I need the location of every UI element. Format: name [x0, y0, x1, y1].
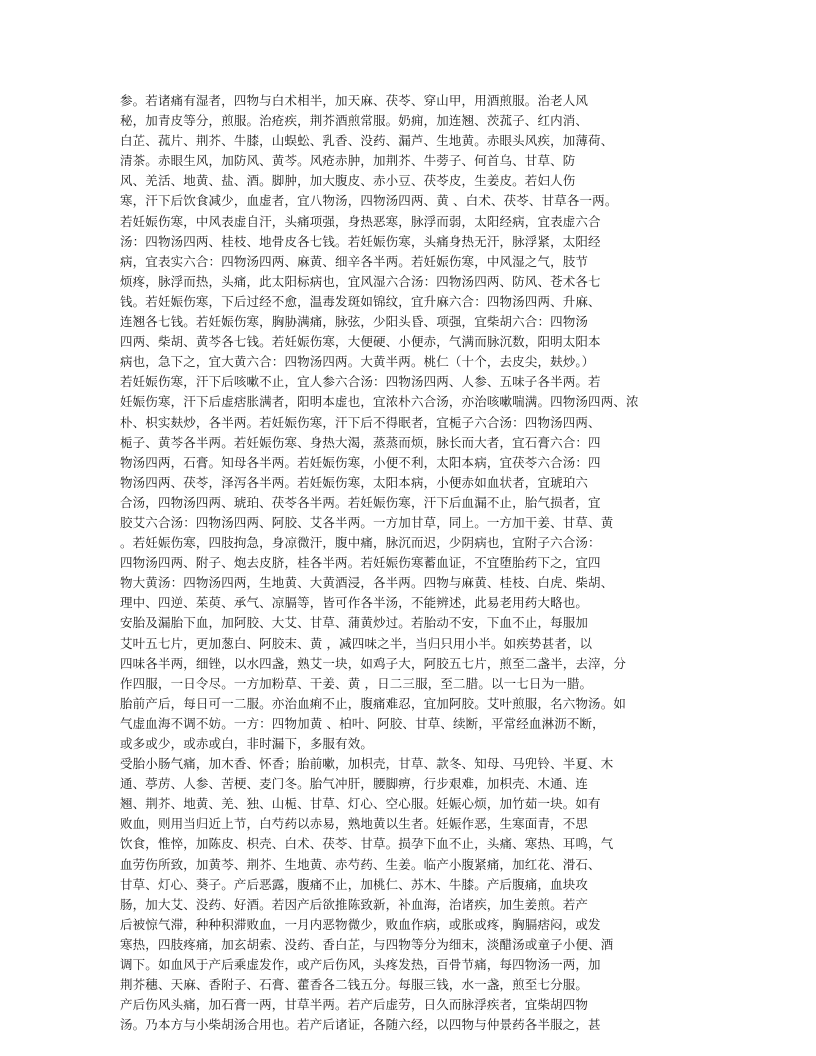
text-line: 清茶。赤眼生风，加防风、黄芩。风疮赤肿，加荆芥、牛蒡子、何首乌、甘草、防 — [120, 153, 576, 169]
document-body — [120, 91, 680, 1035]
text-line: 翘、荆芥、地黄、羌、独、山栀、甘草、灯心、空心服。妊娠心烦，加竹茹一块。如有 — [120, 796, 601, 812]
text-line: 合汤，四物汤四两、琥珀、茯苓各半两。若妊娠伤寒，汗下后血漏不止，胎气损者，宜 — [120, 494, 601, 510]
text-line: 后被惊气滞，种种积滞败血，一月内恶物微少，败血作病，或胀或疼，胸膈痞闷，或发 — [120, 916, 601, 932]
text-line: 物汤四两，石膏。知母各半两。若妊娠伤寒，小便不利，太阳本病，宜茯苓六合汤：四 — [120, 454, 601, 470]
text-line: 参。若诸痛有湿者，四物与白术相半，加天麻、茯苓、穿山甲，用酒煎服。治老人风 — [120, 93, 589, 108]
text-line: 理中、四逆、茱萸、承气、凉膈等，皆可作各半汤，不能辨述，此易老用药大略也。 — [120, 595, 589, 611]
text-line: 荆芥穗、天麻、香附子、石膏、藿香各二钱五分。每服三钱，水一盏，煎至七分服。 — [120, 977, 589, 993]
text-line: 若妊娠伤寒，汗下后咳嗽不止，宜人参六合汤：四物汤四两、人参、五味子各半两。若 — [120, 374, 601, 390]
text-line: 调下。如血风于产后乘虚发作，或产后伤风，头疼发热，百骨节痛，每四物汤一两，加 — [120, 957, 601, 973]
text-line: 败血，则用当归近上节，白芍药以赤易，熟地黄以生者。妊娠作恶，生寒面青，不思 — [120, 816, 589, 832]
text-line: 风、羌活、地黄、盐、酒。脚肿，加大腹皮、赤小豆、茯苓皮，生姜皮。若妇人伤 — [120, 173, 576, 189]
text-line: 若妊娠伤寒，中风表虚自汗，头痛项强，身热恶寒，脉浮而弱，太阳经病，宜表虚六合 — [120, 213, 601, 229]
text-line: 烦疼，脉浮而热，头痛，此太阳标病也，宜风湿六合汤：四物汤四两、防风、苍术各七 — [120, 273, 601, 289]
text-line: 朴、枳实麸炒，各半两。若妊娠伤寒，汗下后不得眠者，宜栀子六合汤：四物汤四两、 — [120, 414, 601, 430]
text-line: 艾叶五七片，更加葱白、阿胶末、黄 ，减四味之半，当归只用小半。如疾势甚者，以 — [120, 635, 593, 651]
text-line: 四味各半两，细锉，以水四盏，熟艾一块，如鸡子大，阿胶五七片，煎至二盏半，去滓，分 — [120, 655, 627, 671]
text-line: 血劳伤所致，加黄芩、荆芥、生地黄、赤芍药、生姜。临产小腹紧痛，加红花、滑石、 — [120, 856, 601, 872]
text-line: 秘，加青皮等分，煎服。治疮疾，荆芥酒煎常服。奶痈，加连翘、茨菰子、红内消、 — [120, 113, 589, 129]
text-line: 通、葶苈、人参、苦梗、麦门冬。胎气冲肝，腰脚痹，行步艰难，加枳壳、木通、连 — [120, 776, 589, 792]
text-line: 饮食，惟悴，加陈皮、枳壳、白术、茯苓、甘草。损孕下血不止，头痛、寒热、耳鸣，气 — [120, 836, 614, 852]
text-line: 或多或少，或赤或白，非时漏下，多服有效。 — [120, 736, 374, 751]
text-line: 钱。若妊娠伤寒，下后过经不愈，温毒发斑如锦纹，宜升麻六合：四物汤四两、升麻、 — [120, 293, 601, 309]
text-line: 物大黄汤：四物汤四两，生地黄、大黄酒浸，各半两。四物与麻黄、桂枝、白虎、柴胡、 — [120, 575, 614, 591]
text-line: 甘草、灯心、葵子。产后恶露，腹痛不止，加桃仁、苏木、牛膝。产后腹痛，血块攻 — [120, 876, 589, 892]
text-line: 受胎小肠气痛，加木香、怀香；胎前嗽，加枳壳，甘草、款冬、知母、马兜铃、半夏、木 — [120, 756, 614, 772]
text-line: 胎前产后，每日可一二服。亦治血痢不止，腹痛难忍，宜加阿胶。艾叶煎服，名六物汤。如 — [120, 695, 627, 711]
text-line: 作四服，一日令尽。一方加粉草、干姜、黄 ，日二三服，至二腊。以一七日为一腊。 — [120, 675, 593, 691]
text-line: 物汤四两、茯苓，泽泻各半两。若妊娠伤寒，太阳本病，小便赤如血状者，宜琥珀六 — [120, 474, 589, 490]
text-line: 病也，急下之，宜大黄六合：四物汤四两。大黄半两。桃仁（十个，去皮尖，麸炒。） — [120, 354, 595, 370]
text-line: 连翘各七钱。若妊娠伤寒，胸胁满痛，脉弦，少阳头昏、项强，宜柴胡六合：四物汤 — [120, 314, 589, 330]
text-line: 病，宜表实六合：四物汤四两、麻黄、细辛各半两。若妊娠伤寒，中风湿之气，肢节 — [120, 253, 589, 269]
text-line: 气虚血海不调不妨。一方：四物加黄 、柏叶、阿胶、甘草、续断，平常经血淋沥不断， — [120, 715, 605, 731]
text-line: 四物汤四两、附子、炮去皮脐，桂各半两。若妊娠伤寒蓄血证，不宜堕胎药下之，宜四 — [120, 555, 601, 571]
text-line: 汤。乃本方与小柴胡汤合用也。若产后诸证，各随六经，以四物与仲景药各半服之，甚 — [120, 1017, 601, 1033]
text-line: 胶艾六合汤：四物汤四两、阿胶、艾各半两。一方加甘草，同上。一方加干姜、甘草、黄 — [120, 514, 614, 530]
text-line: 安胎及漏胎下血，加阿胶、大艾、甘草、蒲黄炒过。若胎动不安，下血不止，每服加 — [120, 615, 589, 631]
text-line: 寒，汗下后饮食减少，血虚者，宜八物汤，四物汤四两、黄 、白术、茯苓、甘草各一两。 — [120, 193, 618, 209]
text-line: 肠，加大艾、没药、好酒。若因产后欲推陈致新，补血海，治诸疾，加生姜煎。若产 — [120, 896, 589, 912]
text-line: 产后伤风头痛，加石膏一两，甘草半两。若产后虚劳，日久而脉浮疾者，宜柴胡四物 — [120, 997, 589, 1013]
text-line: 妊娠伤寒，汗下后虚痞胀满者，阳明本虚也，宜浓朴六合汤，亦治咳嗽喘满。四物汤四两、浓 — [120, 394, 639, 410]
text-line: 汤：四物汤四两、桂枝、地骨皮各七钱。若妊娠伤寒，头痛身热无汗，脉浮紧，太阳经 — [120, 233, 601, 249]
text-line: 白芷、菰片、荆芥、牛膝，山蜈蚣、乳香、没药、漏芦、生地黄。赤眼头风疾，加薄荷、 — [120, 133, 614, 149]
text-line: 栀子、黄芩各半两。若妊娠伤寒、身热大渴，蒸蒸而烦，脉长而大者，宜石膏六合：四 — [120, 434, 601, 450]
text-line: 寒热，四肢疼痛，加玄胡索、没药、香白芷，与四物等分为细末，淡醋汤或童子小便、酒 — [120, 936, 614, 952]
text-line: 。若妊娠伤寒，四肢拘急，身凉微汗，腹中痛，脉沉而迟，少阴病也，宜附子六合汤： — [120, 535, 601, 551]
text-line: 四两、柴胡、黄芩各七钱。若妊娠伤寒，大便硬、小便赤，气满而脉沉数，阳明太阳本 — [120, 334, 601, 350]
